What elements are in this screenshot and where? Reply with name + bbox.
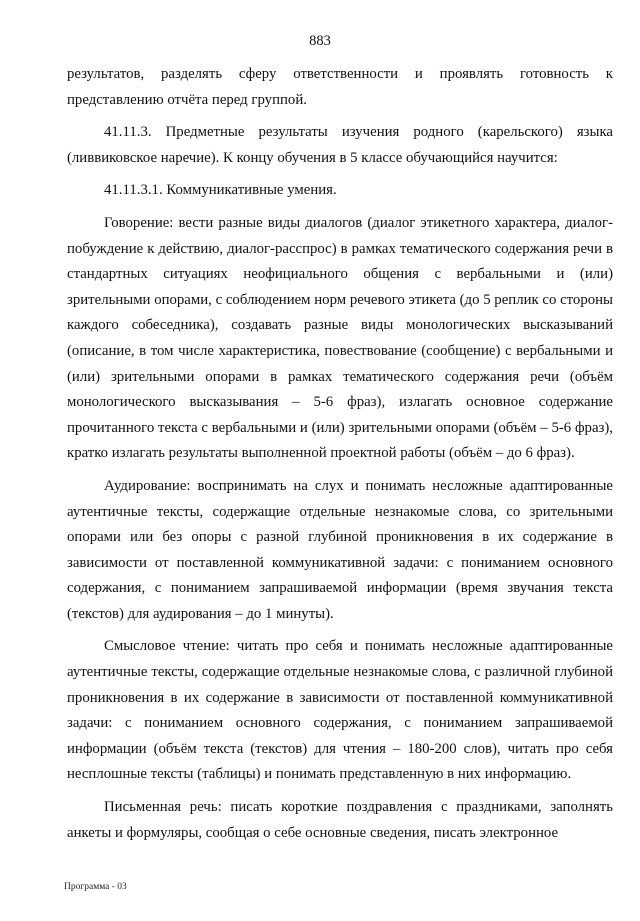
- paragraph-speaking: Говорение: вести разные виды диалогов (диалог этикетного характера, диалог-побуждение к действию, диалог-расспрос) в рамках тематического содержания речи в стандартных ситуациях неофициального общения с вербальными и (или) зрительными опорами, с соблюдением норм речевого этикета (до 5 реплик со стороны каждого собеседника), создавать разные виды монологических высказываний (описание, в том числе характеристика, повествование (сообщение) с вербальными и (или) зрительными опорами в рамках тематического содержания речи (объём монологического высказывания – 5-6 фраз), излагать основное содержание прочитанного текста с вербальными и (или) зрительными опорами (объём – 5-6 фраз), кратко излагать результаты выполненной проектной работы (объём – до 6 фраз).: [67, 214, 613, 462]
- paragraph-continuation: результатов, разделять сферу ответственности и проявлять готовность к представлению отчёта перед группой.: [67, 66, 613, 108]
- paragraph-communicative-skills: 41.11.3.1. Коммуникативные умения.: [104, 182, 337, 199]
- paragraph-listening: Аудирование: воспринимать на слух и понимать несложные адаптированные аутентичные тексты, содержащие отдельные незнакомые слова, со зрительными опорами или без опоры с разной глубиной проникновения в их содержание в зависимости от поставленной коммуникативной задачи: с пониманием основного содержания, с пониманием запрашиваемой информации (время звучания текста (текстов) для аудирования – до 1 минуты).: [67, 477, 613, 622]
- paragraph-writing: Письменная речь: писать короткие поздравления с праздниками, заполнять анкеты и формуляры, сообщая о себе основные сведения, писать электронное: [67, 799, 613, 841]
- page-number: 883: [309, 33, 331, 49]
- paragraph-reading: Смысловое чтение: читать про себя и понимать несложные адаптированные аутентичные тексты, содержащие отдельные незнакомые слова, с различной глубиной проникновения в их содержание в зависимости от поставленной коммуникативной задачи: с пониманием основного содержания, с пониманием запрашиваемой информации (объём текста (текстов) для чтения – 180-200 слов), читать про себя несплошные тексты (таблицы) и понимать представленную в них информацию.: [67, 638, 613, 783]
- body-text: [67, 62, 613, 846]
- paragraph-subject-results: 41.11.3. Предметные результаты изучения родного (карельского) языка (ливвиковское наречие). К концу обучения в 5 классе обучающийся научится:: [67, 124, 613, 166]
- footer-label: Программа - 03: [64, 882, 127, 892]
